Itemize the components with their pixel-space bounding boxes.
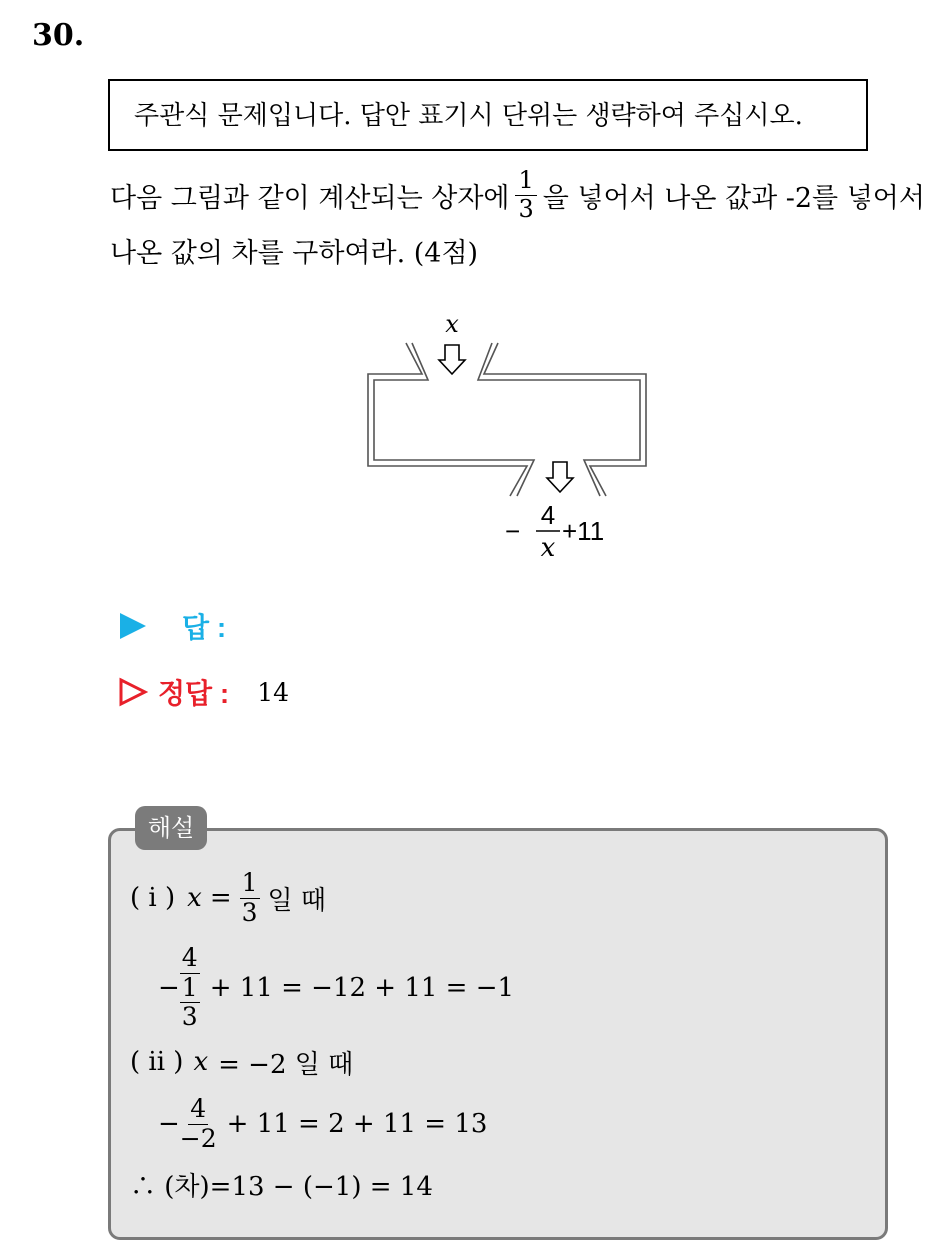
question-fraction bbox=[515, 167, 536, 223]
calc2-den: −2 bbox=[179, 1123, 217, 1153]
solution-case-1 bbox=[130, 866, 326, 930]
input-arrow-icon bbox=[439, 345, 465, 374]
question-text-part2: 을 넣어서 나온 값과 -2를 넣어서 bbox=[542, 182, 925, 214]
calc2-minus: − bbox=[158, 1109, 180, 1139]
case1-when: 일 때 bbox=[267, 885, 327, 916]
solution-tag: 해설 bbox=[135, 806, 207, 850]
case1-var: x bbox=[187, 883, 202, 913]
correct-answer-value: 14 bbox=[257, 677, 290, 707]
calc1-complex-fraction bbox=[180, 944, 200, 1032]
output-minus: − bbox=[505, 516, 521, 546]
case1-label: ( i ) bbox=[130, 883, 176, 913]
notice-text: 주관식 문제입니다. 답안 표기시 단위는 생략하여 주십시오. bbox=[134, 101, 803, 131]
case1-fraction bbox=[240, 869, 260, 928]
calc2-fraction bbox=[180, 1095, 217, 1154]
calc1-minus: − bbox=[158, 973, 180, 1003]
question-line-2: 나온 값의 차를 구하여라. (4점) bbox=[110, 237, 479, 269]
calc1-num: 4 bbox=[181, 942, 198, 972]
case2-rest: = −2 일 때 bbox=[218, 1049, 354, 1080]
solution-conclusion: ∴ (차)=13 − (−1) = 14 bbox=[130, 1171, 433, 1202]
case1-num: 1 bbox=[241, 867, 258, 897]
question-text-part1: 다음 그림과 같이 계산되는 상자에 bbox=[110, 182, 510, 214]
play-triangle-icon bbox=[118, 611, 148, 641]
correct-answer-label: 정답 : bbox=[158, 678, 230, 709]
correct-answer-row bbox=[118, 672, 289, 712]
output-numerator: 4 bbox=[540, 500, 556, 530]
case2-var: x bbox=[193, 1047, 209, 1077]
solution-calc-2 bbox=[158, 1092, 487, 1156]
output-suffix: +11 bbox=[562, 516, 605, 546]
question-line-1 bbox=[110, 162, 925, 228]
outline-triangle-icon bbox=[118, 677, 148, 707]
calc1-inner-num: 1 bbox=[181, 972, 198, 1002]
output-arrow-icon bbox=[547, 462, 573, 492]
case2-label: ( ii ) bbox=[130, 1047, 184, 1077]
case1-eq: = bbox=[209, 883, 232, 913]
solution-calc-1 bbox=[158, 938, 514, 1038]
answer-row bbox=[118, 606, 226, 646]
case1-den: 3 bbox=[241, 897, 258, 927]
question-number: 30. bbox=[32, 18, 85, 53]
fraction-denominator: 3 bbox=[518, 194, 534, 223]
calc1-inner-fraction bbox=[180, 974, 200, 1033]
notice-box bbox=[108, 79, 868, 151]
calc2-rest: + 11 = 2 + 11 = 13 bbox=[226, 1109, 488, 1139]
calc1-rest: + 11 = −12 + 11 = −1 bbox=[209, 973, 515, 1003]
function-box-diagram bbox=[360, 300, 660, 560]
output-denominator: x bbox=[540, 533, 556, 560]
input-variable: x bbox=[445, 310, 459, 338]
calc1-inner-den: 3 bbox=[181, 1002, 198, 1032]
solution-case-2 bbox=[130, 1042, 353, 1082]
calc2-num: 4 bbox=[190, 1093, 207, 1123]
answer-label: 답 : bbox=[182, 612, 227, 643]
fraction-numerator: 1 bbox=[515, 167, 536, 196]
